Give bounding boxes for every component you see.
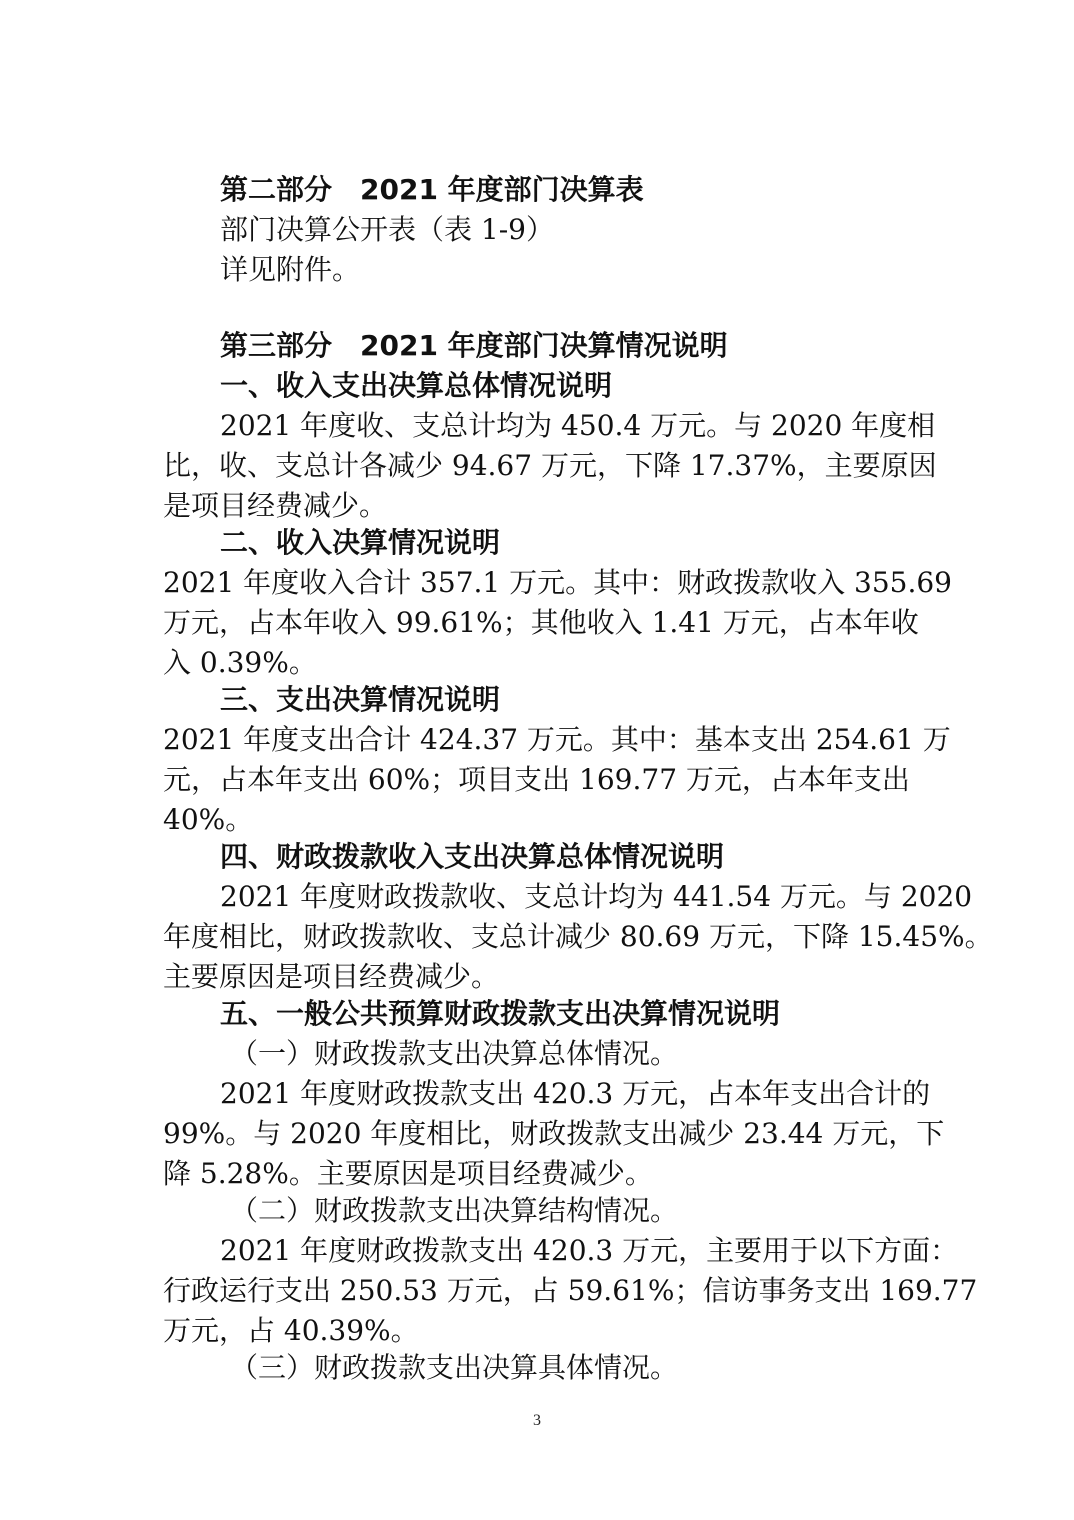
section1-line: 是项目经费减少。: [163, 489, 388, 522]
part2-heading: 第二部分 2021 年度部门决算表: [220, 173, 644, 206]
section5-sub1-title: （一）财政拨款支出决算总体情况。: [230, 1037, 679, 1070]
section5-sub1-line: 99%。与 2020 年度相比，财政拨款支出减少 23.44 万元，下: [163, 1117, 945, 1150]
section5-sub3-title: （三）财政拨款支出决算具体情况。: [230, 1351, 679, 1384]
section5-sub1-line: 降 5.28%。主要原因是项目经费减少。: [163, 1157, 653, 1190]
section3-line: 2021 年度支出合计 424.37 万元。其中：基本支出 254.61 万: [163, 723, 951, 756]
section4-line: 2021 年度财政拨款收、支总计均为 441.54 万元。与 2020: [220, 880, 973, 913]
page-number: 3: [533, 1412, 541, 1429]
section2-line: 2021 年度收入合计 357.1 万元。其中：财政拨款收入 355.69: [163, 566, 952, 599]
section5-sub2-line: 2021 年度财政拨款支出 420.3 万元，主要用于以下方面：: [220, 1234, 959, 1267]
section5-sub2-line: 行政运行支出 250.53 万元，占 59.61%；信访事务支出 169.77: [163, 1274, 978, 1307]
section3-line: 元，占本年支出 60%；项目支出 169.77 万元，占本年支出: [163, 763, 910, 796]
section3-line: 40%。: [163, 803, 254, 836]
section2-title: 二、收入决算情况说明: [220, 526, 501, 559]
section4-title: 四、财政拨款收入支出决算总体情况说明: [220, 840, 725, 873]
section5-sub2-line: 万元，占 40.39%。: [163, 1314, 419, 1347]
section5-sub2-title: （二）财政拨款支出决算结构情况。: [230, 1194, 679, 1227]
section5-title: 五、一般公共预算财政拨款支出决算情况说明: [220, 997, 781, 1030]
section3-title: 三、支出决算情况说明: [220, 683, 501, 716]
section2-line: 入 0.39%。: [163, 646, 317, 679]
section5-sub1-line: 2021 年度财政拨款支出 420.3 万元，占本年支出合计的: [220, 1077, 931, 1110]
section1-line: 比，收、支总计各减少 94.67 万元，下降 17.37%，主要原因: [163, 449, 937, 482]
section1-title: 一、收入支出决算总体情况说明: [220, 369, 613, 402]
part2-note: 详见附件。: [220, 253, 361, 286]
section2-line: 万元，占本年收入 99.61%；其他收入 1.41 万元，占本年收: [163, 606, 919, 639]
part3-heading: 第三部分 2021 年度部门决算情况说明: [220, 329, 728, 362]
section4-line: 主要原因是项目经费减少。: [163, 960, 500, 993]
section1-line: 2021 年度收、支总计均为 450.4 万元。与 2020 年度相: [220, 409, 936, 442]
section4-line: 年度相比，财政拨款收、支总计减少 80.69 万元，下降 15.45%。: [163, 920, 993, 953]
part2-subtitle: 部门决算公开表（表 1-9）: [220, 213, 554, 246]
